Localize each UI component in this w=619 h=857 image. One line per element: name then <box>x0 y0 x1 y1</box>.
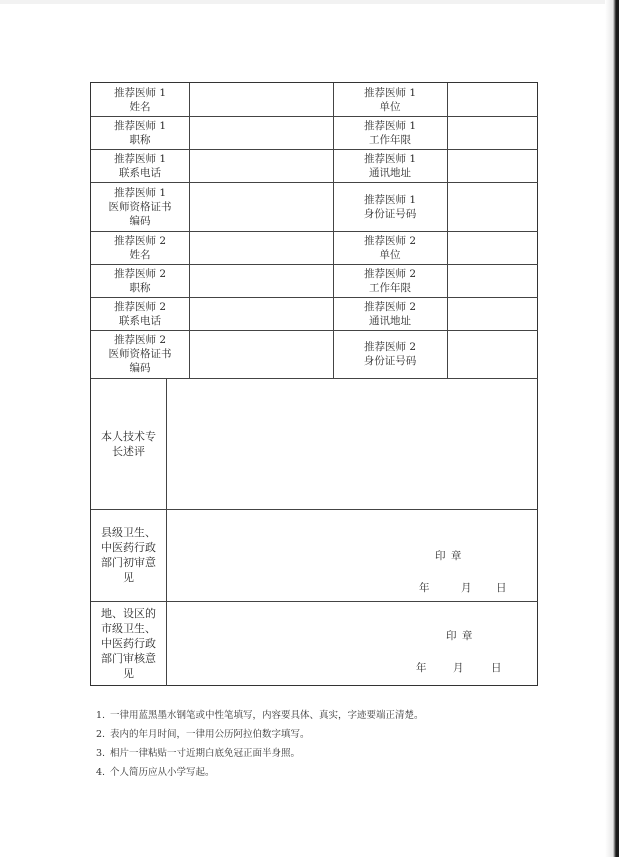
city-review-label-line: 部门审核意 <box>101 652 156 665</box>
row-label-left <box>91 83 189 116</box>
row-value-right-field[interactable] <box>447 182 538 231</box>
city-date-year: 年 <box>416 662 428 674</box>
self-review-label-line: 长述评 <box>112 444 145 458</box>
row-label-left-line: 推荐医师 1 <box>113 119 167 132</box>
row-label-left <box>91 264 189 297</box>
row-label-right-line: 身份证号码 <box>363 355 417 367</box>
row-label-right-line: 身份证号码 <box>363 207 417 220</box>
row-value-right-field[interactable] <box>447 231 538 264</box>
county-review-label-line: 部门初审意 <box>101 556 156 569</box>
row-label-right-line: 推荐医师 1 <box>363 86 417 99</box>
row-label-right-line: 推荐医师 2 <box>363 300 417 313</box>
row-label-left <box>91 116 189 149</box>
row-label-right-line: 单位 <box>379 100 401 113</box>
row-value-right-field[interactable] <box>447 116 538 149</box>
row-label-right-line: 工作年限 <box>369 281 411 294</box>
note-item: 2. 表内的年月时间，一律用公历阿拉伯数字填写。 <box>96 729 310 740</box>
row-label-left-line: 推荐医师 2 <box>113 267 167 280</box>
county-review-label <box>91 509 166 601</box>
row-label-right-line: 推荐医师 1 <box>363 193 417 206</box>
row-label-left-line: 职称 <box>129 133 151 146</box>
row-label-right-line: 推荐医师 2 <box>363 234 417 247</box>
row-label-left-line: 推荐医师 2 <box>113 300 167 313</box>
row-value-left-field[interactable] <box>189 297 333 330</box>
row-label-left-line: 医师资格证书 <box>108 348 172 360</box>
scan-top-edge <box>0 0 619 4</box>
row-value-left-field[interactable] <box>189 116 333 149</box>
self-review-label <box>91 378 166 509</box>
city-review-label-line: 中医药行政 <box>101 637 156 650</box>
row-label-right <box>333 330 447 378</box>
row-label-right-line: 工作年限 <box>369 133 411 146</box>
row-label-left <box>91 231 189 264</box>
row-label-right-line: 单位 <box>379 248 401 261</box>
row-label-right-line: 通讯地址 <box>369 314 411 327</box>
row-label-left-line: 职称 <box>129 281 151 294</box>
row-label-left <box>91 330 189 378</box>
table-rule <box>166 378 167 686</box>
row-label-right <box>333 116 447 149</box>
row-value-left-field[interactable] <box>189 149 333 182</box>
row-label-right-line: 推荐医师 2 <box>363 341 417 353</box>
city-date-day: 日 <box>491 662 503 674</box>
city-review-label-line: 市级卫生、 <box>101 622 156 635</box>
county-review-label-line: 县级卫生、 <box>101 526 156 539</box>
row-value-left-field[interactable] <box>189 330 333 378</box>
row-label-right-line: 通讯地址 <box>369 166 411 179</box>
row-label-right <box>333 264 447 297</box>
row-value-left-field[interactable] <box>189 264 333 297</box>
note-item: 1. 一律用蓝黑墨水钢笔或中性笔填写，内容要具体、真实，字迹要端正清楚。 <box>96 710 424 721</box>
row-value-left-field[interactable] <box>189 182 333 231</box>
row-value-right-field[interactable] <box>447 83 538 116</box>
row-label-left-line: 姓名 <box>129 100 151 113</box>
form-notes <box>96 706 536 782</box>
row-label-right <box>333 182 447 231</box>
row-value-right-field[interactable] <box>447 297 538 330</box>
row-label-left-line: 推荐医师 2 <box>113 334 167 346</box>
row-label-left <box>91 149 189 182</box>
row-label-right <box>333 297 447 330</box>
row-label-left-line: 推荐医师 1 <box>113 186 167 199</box>
city-review-label-line: 地、设区的 <box>101 607 156 620</box>
row-label-right <box>333 83 447 116</box>
row-label-left-line: 联系电话 <box>119 166 161 179</box>
row-label-left-line: 编码 <box>129 362 151 374</box>
row-label-right <box>333 231 447 264</box>
row-label-right-line: 推荐医师 1 <box>363 152 417 165</box>
row-value-right-field[interactable] <box>447 330 538 378</box>
county-date-year: 年 <box>419 582 431 594</box>
county-date-day: 日 <box>496 582 508 594</box>
scan-right-edge <box>605 0 619 857</box>
row-label-right-line: 推荐医师 2 <box>363 267 417 280</box>
city-review-label-line: 见 <box>123 667 134 680</box>
note-item: 4. 个人简历应从小学写起。 <box>96 767 215 778</box>
row-value-right-field[interactable] <box>447 149 538 182</box>
county-review-opinion-field[interactable] <box>166 509 538 601</box>
county-date-month: 月 <box>461 582 473 594</box>
row-label-left <box>91 182 189 231</box>
row-value-left-field[interactable] <box>189 83 333 116</box>
row-label-right-line: 推荐医师 1 <box>363 119 417 132</box>
row-label-left-line: 编码 <box>129 214 151 227</box>
table-rule <box>189 83 190 378</box>
county-review-label-line: 中医药行政 <box>101 541 156 554</box>
table-rule <box>333 83 334 378</box>
county-seal-text: 印 章 <box>435 550 463 562</box>
row-label-right <box>333 149 447 182</box>
row-label-left-line: 推荐医师 1 <box>113 86 167 99</box>
row-label-left <box>91 297 189 330</box>
city-seal-text: 印 章 <box>446 630 474 642</box>
city-review-opinion-field[interactable] <box>166 601 538 686</box>
table-rule <box>447 83 448 378</box>
city-review-label <box>91 601 166 686</box>
row-label-left-line: 姓名 <box>129 248 151 261</box>
city-date-month: 月 <box>453 662 465 674</box>
row-value-left-field[interactable] <box>189 231 333 264</box>
county-review-label-line: 见 <box>123 571 134 584</box>
row-label-left-line: 医师资格证书 <box>108 200 172 213</box>
self-review-opinion-field[interactable] <box>166 378 538 509</box>
recommendation-form-table <box>90 82 538 686</box>
row-label-left-line: 推荐医师 1 <box>113 152 167 165</box>
self-review-label-line: 本人技术专 <box>101 429 156 443</box>
row-value-right-field[interactable] <box>447 264 538 297</box>
note-item: 3. 相片一律粘贴一寸近期白底免冠正面半身照。 <box>96 748 301 759</box>
row-label-left-line: 联系电话 <box>119 314 161 327</box>
row-label-left-line: 推荐医师 2 <box>113 234 167 247</box>
